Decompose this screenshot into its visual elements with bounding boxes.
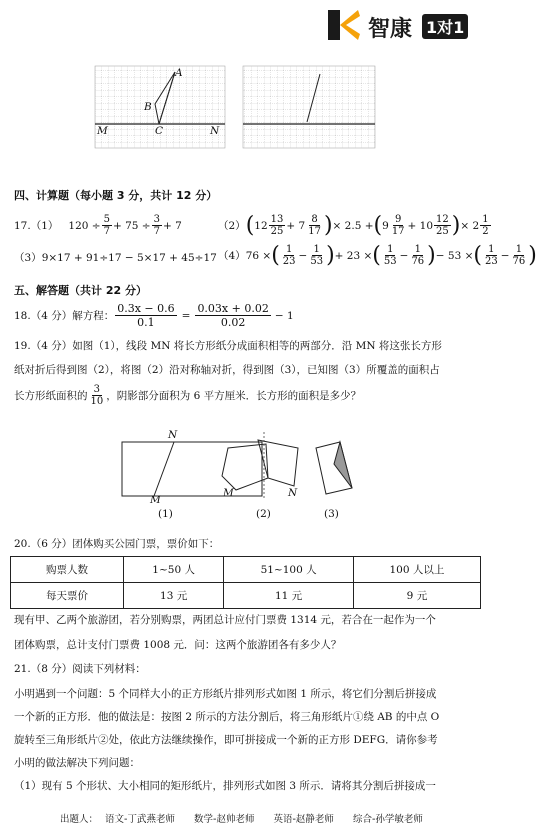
grid-right	[243, 66, 375, 148]
q19-line3: 长方形纸面积的 $\frac{3}{10}$ ，阴影部分面积为 6 平方厘米．长方形的面积是多少？	[14, 384, 362, 407]
q20-text2: 团体购票，总计支付门票费 1008 元．问：这两个旅游团各有多少人？	[14, 639, 342, 651]
table-cell: 11 元	[224, 583, 354, 609]
q17-part4: （4） 76 × ( $\frac{1}{23}$ − $\frac{1}{53}$ ) + 23 × ( $\frac{1}{53}$ − $\frac{1}{76}$ ) − 53 × ( $\frac{1}{23}$ − $\frac{1}{76}$ )	[218, 242, 537, 268]
footer-label: 出题人：	[60, 814, 99, 825]
fig-label-n: N	[210, 125, 220, 137]
ticket-price-table	[10, 556, 481, 609]
section4-title: 四、计算题（每小题 3 分，共计 12 分）	[14, 189, 218, 202]
q20-intro: 20.（6 分）团体购买公园门票，票价如下：	[14, 538, 220, 550]
footer	[60, 811, 439, 825]
q19-line1: 19.（4 分）如图（1），线段 MN 将长方形纸分成面积相等的两部分．沿 MN 将这张长方形	[14, 340, 442, 352]
fig3-shaded	[334, 442, 352, 488]
table-cell: 1~50 人	[124, 557, 224, 583]
q19-label-m1: M	[150, 494, 161, 506]
q21-line4: 小明的做法解决下列问题：	[14, 757, 140, 769]
q19-label-n1: N	[168, 429, 178, 441]
table-row	[11, 557, 481, 583]
brand-logo	[326, 8, 486, 42]
q18: 18.（4 分）解方程： $\frac{0.3x - 0.6}{0.1}$ = $\frac{0.03x + 0.02}{0.02}$ − 1	[14, 302, 294, 329]
table-cell: 13 元	[124, 583, 224, 609]
footer-item: 语文-丁武燕老师	[105, 814, 175, 825]
q19-label-m2: M	[223, 487, 234, 499]
q21-intro: 21.（8 分）阅读下列材料：	[14, 663, 146, 675]
table-cell: 51~100 人	[224, 557, 354, 583]
fig-label-m: M	[97, 125, 108, 137]
brand-badge: 1对1	[422, 14, 468, 39]
q19-caption-1: (1)	[158, 508, 173, 520]
table-cell: 每天票价	[11, 583, 124, 609]
section5-title: 五、解答题（共计 22 分）	[14, 284, 147, 297]
table-cell: 100 人以上	[353, 557, 480, 583]
footer-item: 综合-孙学敏老师	[352, 814, 423, 825]
table-cell: 9 元	[353, 583, 480, 609]
q21-line1: 小明遇到一个问题：5 个同样大小的正方形纸片排列形式如图 1 所示，将它们分割后拼接成	[14, 688, 437, 700]
fig-label-b: B	[144, 101, 152, 113]
q19-line2: 纸对折后得到图（2），将图（2）沿对称轴对折，得到图（3），已知图（3）所覆盖的面积占	[14, 364, 440, 376]
q19-label-n2: N	[288, 487, 298, 499]
table-cell: 购票人数	[11, 557, 124, 583]
fig-label-c: C	[155, 125, 164, 137]
q21-line5: （1）现有 5 个形状、大小相同的矩形纸片，排列形式如图 3 所示．请将其分割后拼接成一	[14, 780, 436, 792]
top-grid-figures	[95, 64, 385, 150]
brand-name: 智康	[368, 17, 413, 42]
footer-item: 英语-赵静老师	[273, 814, 334, 825]
q19-caption-2: (2)	[256, 508, 271, 520]
q17-number: 17.（1）	[14, 220, 59, 232]
q17-part2: （2） ( 12 $\frac{13}{25}$ + 7 $\frac{8}{17}$ ) × 2.5 + ( 9 $\frac{9}{17}$ + 10 $\frac{12}{25}$ ) × 2 $\frac{1}{2}$	[218, 212, 489, 238]
fig-label-a: A	[175, 67, 183, 79]
q17-part1: 17.（1） 120 ÷ $\frac{5}{7}$ + 75 ÷ $\frac{3}{7}$ + 7	[14, 214, 182, 237]
q21-line2: 一个新的正方形．他的做法是：按图 2 所示的方法分割后，将三角形纸片①绕 AB 的中点 O	[14, 711, 440, 723]
q21-line3: 旋转至三角形纸片②处，依此方法继续操作，即可拼接成一个新的正方形 DEFG．请你参考	[14, 734, 438, 746]
q20-text1: 现有甲、乙两个旅游团，若分别购票，两团总计应付门票费 1314 元，若合在一起作为一个	[14, 614, 436, 626]
brand-mark-icon	[326, 8, 362, 42]
q19-caption-3: (3)	[324, 508, 339, 520]
q17-part3: （3） 9×17 + 91÷17 − 5×17 + 45÷17	[14, 251, 217, 264]
footer-item: 数学-赵帅老师	[194, 814, 255, 825]
table-row	[11, 583, 481, 609]
